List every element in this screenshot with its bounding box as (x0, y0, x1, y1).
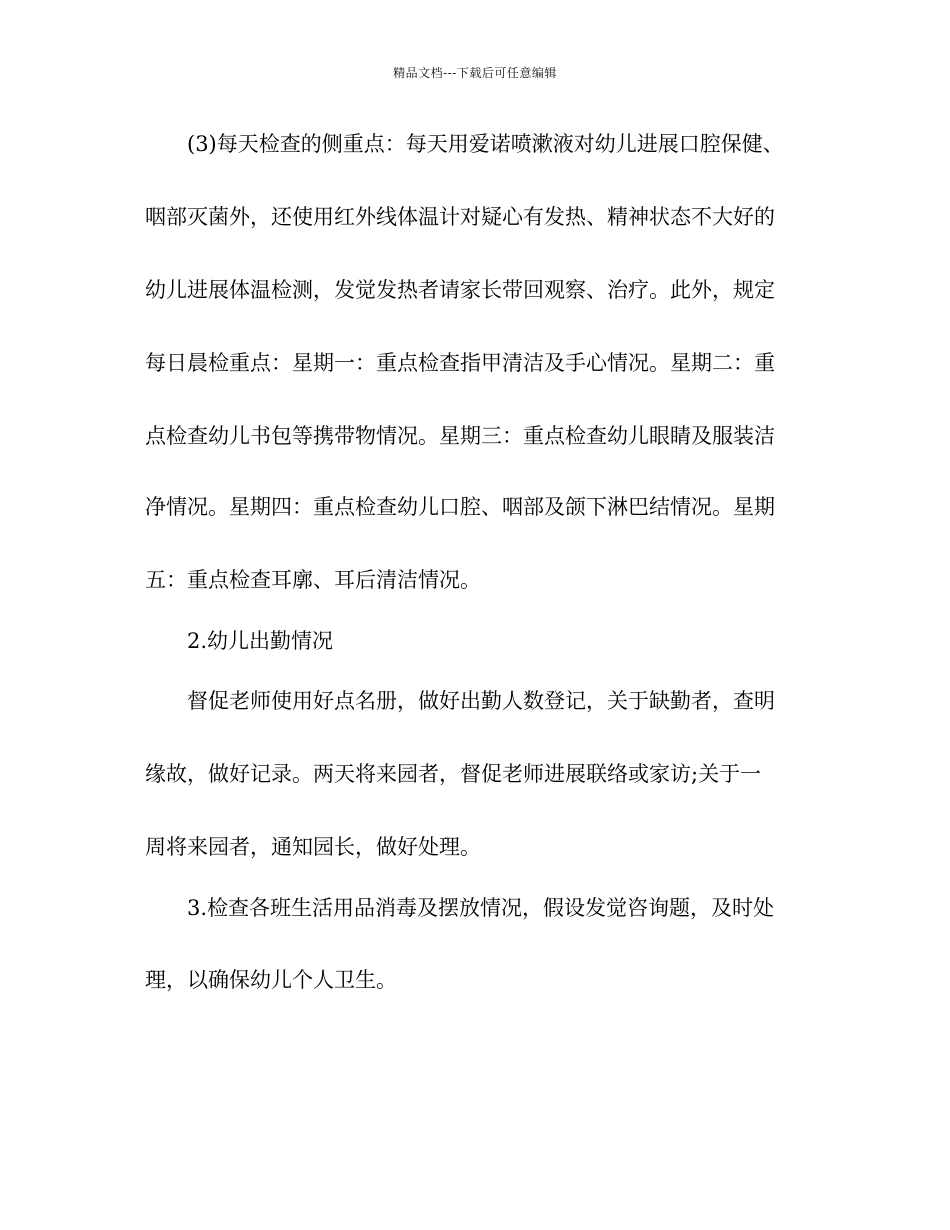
page-header: 精品文档---下载后可任意编辑 (393, 66, 557, 80)
paragraph-line: (3)每天检查的侧重点：每天用爱诺喷漱液对幼儿进展口腔保健、 (187, 132, 784, 156)
paragraph-line: 理，以确保幼儿个人卫生。 (145, 968, 397, 992)
paragraph-line: 3.检查各班生活用品消毒及摆放情况，假设发觉咨询题，及时处 (187, 896, 775, 920)
paragraph-line: 咽部灭菌外，还使用红外线体温计对疑心有发热、精神状态不大好的 (145, 205, 775, 229)
paragraph-line: 督促老师使用好点名册，做好出勤人数登记，关于缺勤者，查明 (187, 689, 775, 713)
paragraph-line: 每日晨检重点：星期一：重点检查指甲清洁及手心情况。星期二：重 (145, 351, 775, 375)
paragraph-line: 净情况。星期四：重点检查幼儿口腔、咽部及颌下淋巴结情况。星期 (145, 495, 775, 519)
paragraph-line: 幼儿进展体温检测，发觉发热者请家长带回观察、治疗。此外，规定 (145, 278, 775, 302)
section-heading: 2.幼儿出勤情况 (187, 629, 334, 653)
paragraph-line: 缘故，做好记录。两天将来园者，督促老师进展联络或家访;关于一 (145, 762, 762, 786)
paragraph-line: 五：重点检查耳廓、耳后清洁情况。 (145, 568, 481, 592)
paragraph-line: 点检查幼儿书包等携带物情况。星期三：重点检查幼儿眼睛及服装洁 (145, 424, 775, 448)
paragraph-line: 周将来园者，通知园长，做好处理。 (145, 835, 481, 859)
